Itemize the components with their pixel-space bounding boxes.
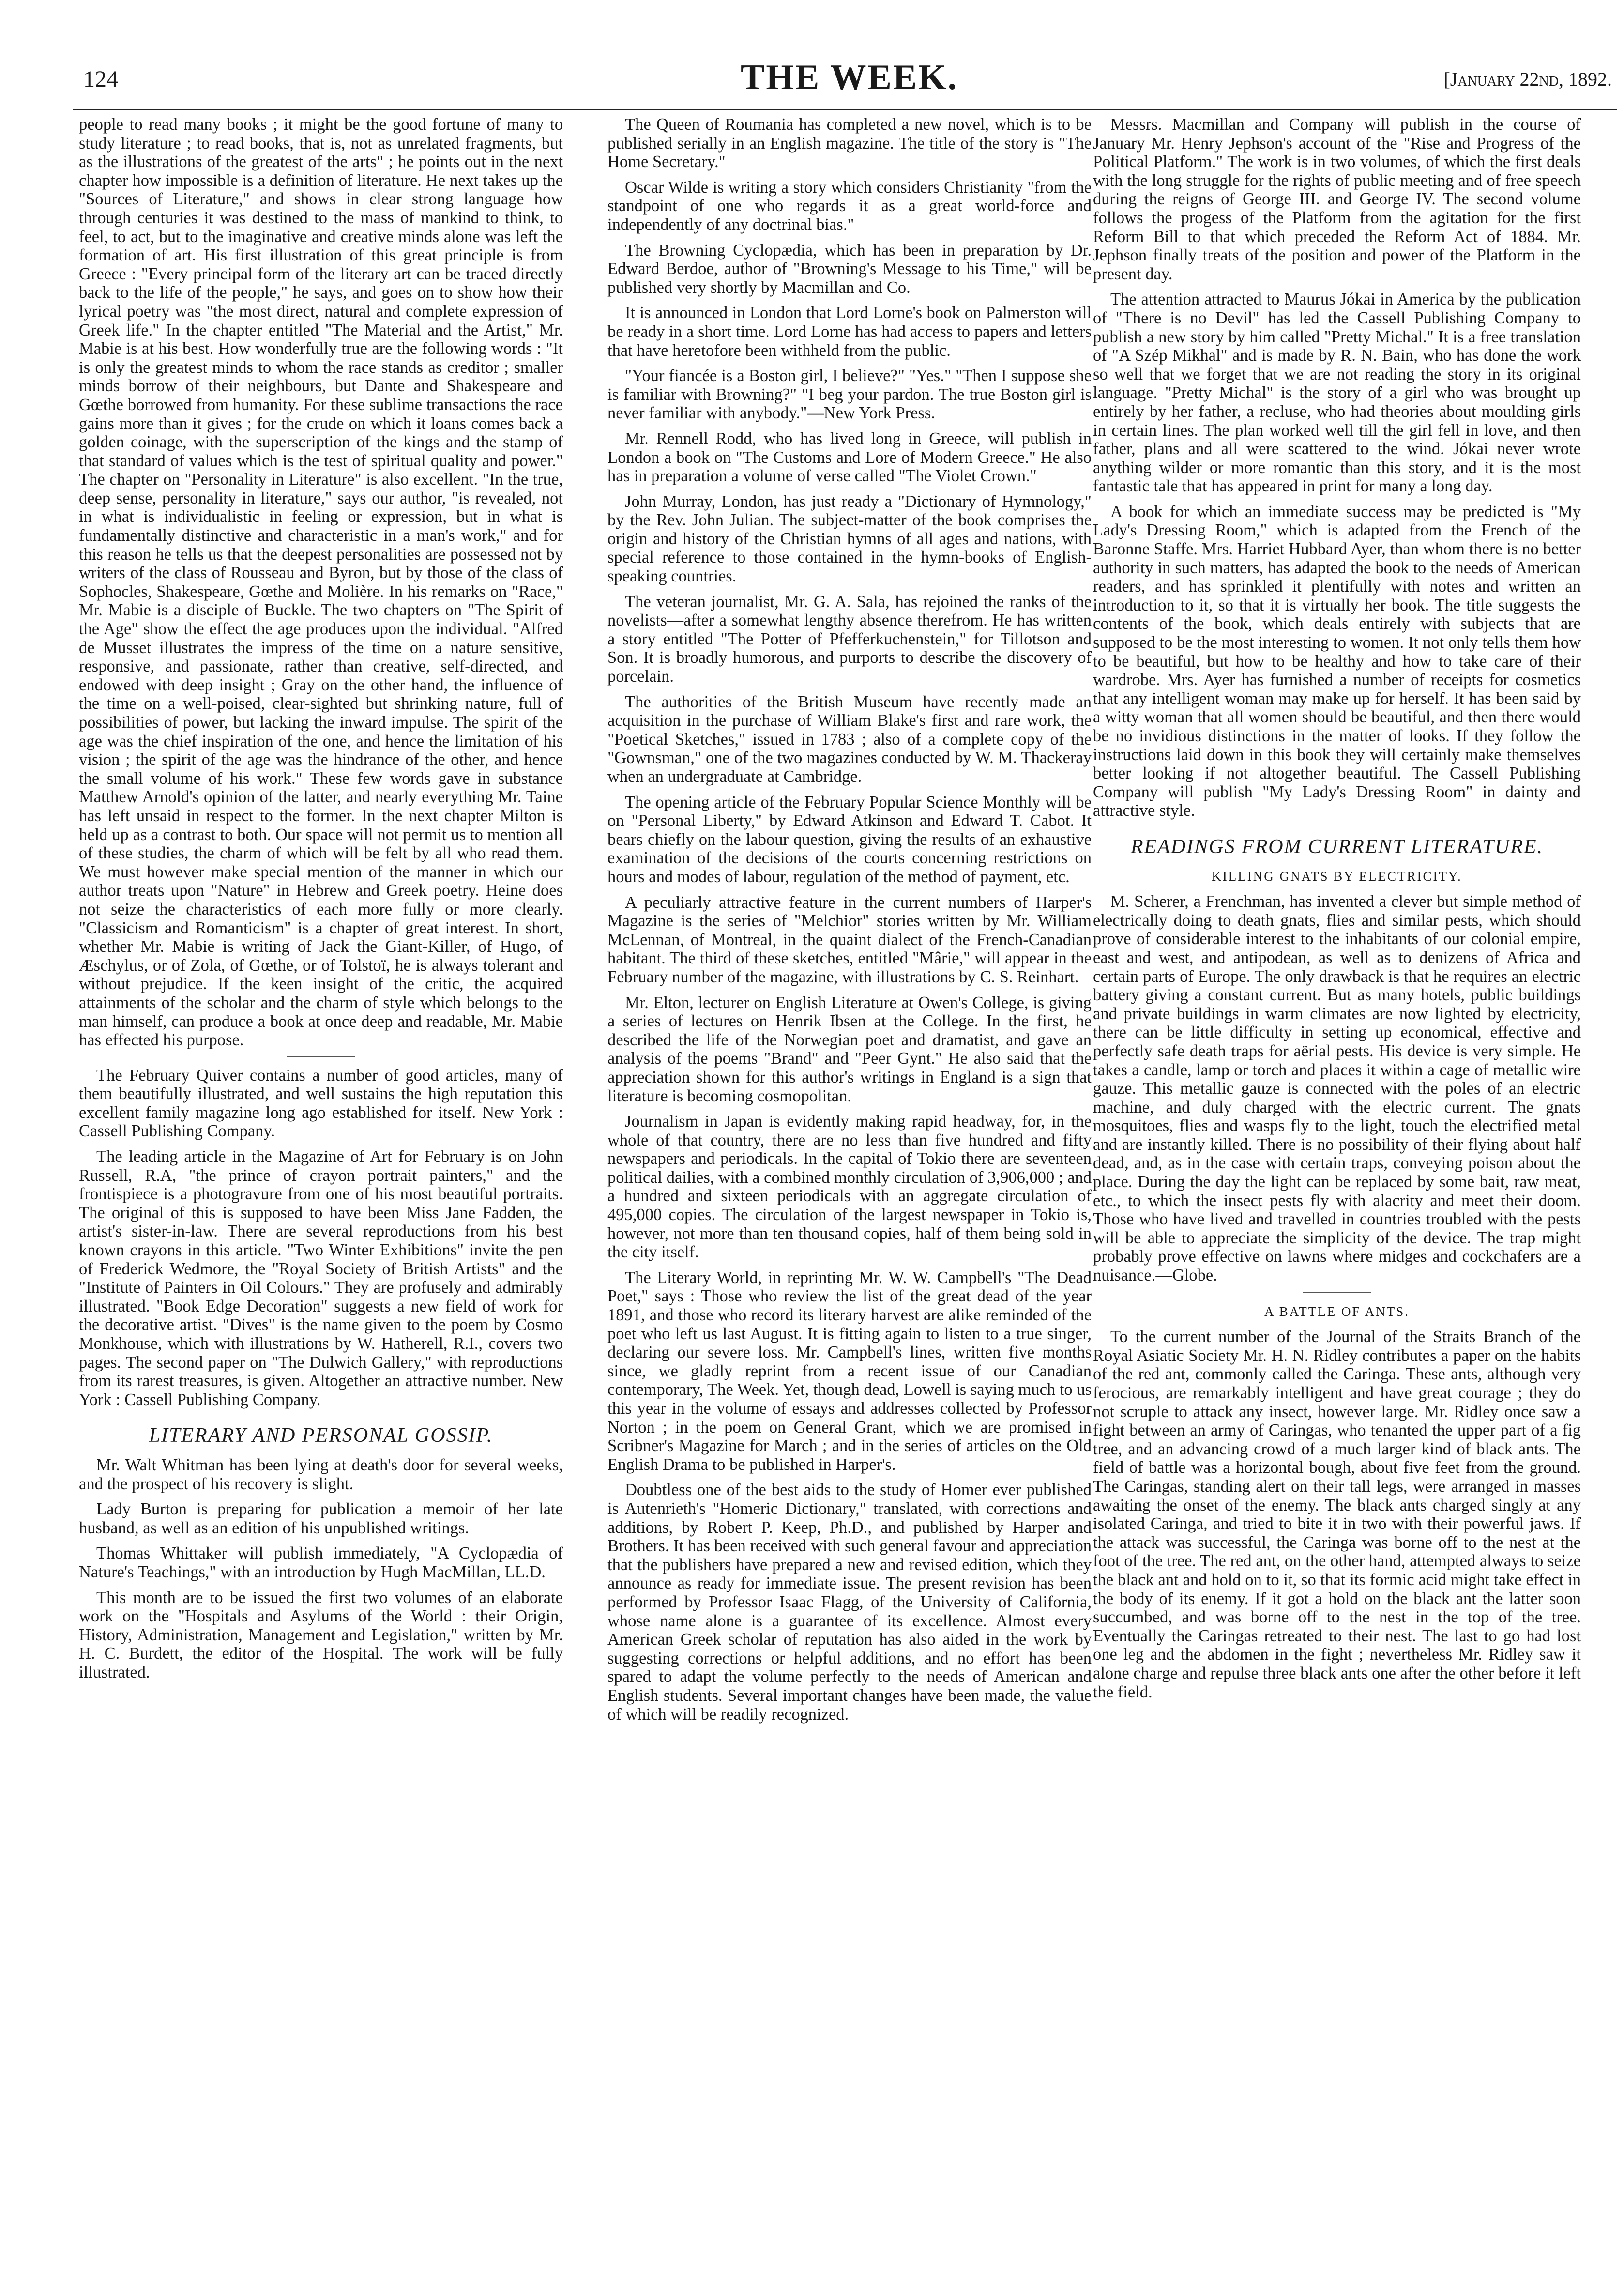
column-3 bbox=[1093, 115, 1581, 2270]
gossip-item: Mr. Walt Whitman has been lying at death's door for several weeks, and the prospect of his recovery is slight. bbox=[79, 1455, 563, 1493]
gossip-item: A book for which an immediate success may be predicted is "My Lady's Dressing Room," which is adapted from the French of the Baronne Staffe. Mrs. Harriet Hubbard Ayer, than whom there is no better authority in such matters, has adapted the book to the needs of American readers, and has sprinkled it plentifully with notes and written an introduction to it, so that it is virtually her book. The title suggests the contents of the book, which deals entirely with subjects that are supposed to be the most interesting to women. It not only tells them how to be beautiful, but how to be healthy and how to take care of their wardrobe. Mrs. Ayer has furnished a number of receipts for cosmetics that any intelligent woman may make up for herself. It has been said by a witty woman that all women should be beautiful, and then there would be no invidious distinctions in the matter of looks. If they follow the instructions laid down in this book they will certainly make themselves better looking if not altogether beautiful. The Cassell Publishing Company will publish "My Lady's Dressing Room" in dainty and attractive style. bbox=[1093, 502, 1581, 820]
gossip-item: This month are to be issued the first two volumes of an elaborate work on the "Hospitals and Asylums of the World : their Origin, History, Administration, Management and Legislation," written by Mr. H. C. Burdett, the editor of the Hospital. The work will be fully illustrated. bbox=[79, 1588, 563, 1681]
separator bbox=[1303, 1292, 1371, 1293]
gossip-item: The attention attracted to Maurus Jókai in America by the publication of "There is no Devil" has led the Cassell Publishing Company to publish a new story by him called "Pretty Michal." It is a free translation of "A Szép Mikhal" and is made by R. N. Bain, who has done the work so well that we forget that we are not reading the story in its original language. "Pretty Michal" is the story of a girl who was brought up entirely by her father, a recluse, who had theories about moulding girls in certain lines. The plan worked well till the girl fell in love, and then father, plans and all were scattered to the wind. Jókai never wrote anything wilder or more romantic than this story, and it is the most fantastic tale that has appeared in print for many a long day. bbox=[1093, 290, 1581, 496]
masthead-rule bbox=[73, 109, 1617, 110]
masthead bbox=[73, 57, 1617, 110]
gossip-item: The opening article of the February Popular Science Monthly will be on "Personal Liberty," by Edward Atkinson and Edward T. Cabot. It bears chiefly on the labour question, giving the results of an exhaustive examination of the decisions of the courts concerning restrictions on hours and modes of labour, regulation of the method of payment, etc. bbox=[607, 793, 1092, 886]
gossip-item: Mr. Elton, lecturer on English Literature at Owen's College, is giving a series of lectures on Henrik Ibsen at the College. In the first, he described the life of the Norwegian poet and dramatist, and gave an analysis of the poems "Brand" and "Peer Gynt." He also said that the appreciation shown for this author's writings in England is a sign that literature is becoming cosmopolitan. bbox=[607, 993, 1092, 1105]
gossip-item: The authorities of the British Museum have recently made an acquisition in the purchase of William Blake's first and rare work, the "Poetical Sketches," issued in 1783 ; also of a complete copy of the "Gownsman," one of the two magazines conducted by W. M. Thackeray when an undergraduate at Cambridge. bbox=[607, 692, 1092, 786]
gossip-item: "Your fiancée is a Boston girl, I believe?" "Yes." "Then I suppose she is familiar with Browning?" "I beg your pardon. The true Boston girl is never familiar with anybody."—New York Press. bbox=[607, 367, 1092, 423]
gossip-item: Thomas Whittaker will publish immediately, "A Cyclopædia of Nature's Teachings," with an introduction by Hugh MacMillan, LL.D. bbox=[79, 1544, 563, 1581]
section-heading-gossip: LITERARY AND PERSONAL GOSSIP. bbox=[149, 1424, 493, 1447]
gossip-item: Lady Burton is preparing for publication a memoir of her late husband, as well as an edition of his unpublished writings. bbox=[79, 1500, 563, 1537]
gossip-item: Journalism in Japan is evidently making rapid headway, for, in the whole of that country, there are no less than five hundred and fifty newspapers and periodicals. In the capital of Tokio there are seventeen political dailies, with a combined monthly circulation of 3,906,000 ; and a hundred and sixteen periodicals with an aggregate circulation of 495,000 copies. The circulation of the largest newspaper in Tokio is, however, not more than ten thousand copies, half of them being sold in the city itself. bbox=[607, 1112, 1092, 1262]
column-1 bbox=[79, 115, 563, 2270]
gossip-item: Messrs. Macmillan and Company will publish in the course of January Mr. Henry Jephson's account of the "Rise and Progress of the Political Platform." The work is in two volumes, of which the first deals with the long struggle for the rights of public meeting and of free speech during the reigns of George III. and George IV. The second volume follows the progess of the Platform from the agitation for the first Reform Bill to that which preceded the Reform Act of 1884. Mr. Jephson finally treats of the position and power of the Platform in the present day. bbox=[1093, 115, 1581, 283]
gossip-item: The Queen of Roumania has completed a new novel, which is to be published serially in an English magazine. The title of the story is "The Home Secretary." bbox=[607, 115, 1092, 171]
separator bbox=[287, 1056, 355, 1057]
issue-date: [January 22nd, 1892. bbox=[1443, 68, 1612, 90]
subheading-ants: A BATTLE OF ANTS. bbox=[1264, 1304, 1410, 1319]
gossip-item: A peculiarly attractive feature in the current numbers of Harper's Magazine is the series of "Melchior" stories written by Mr. William McLennan, of Montreal, in the quaint dialect of the French-Canadian habitant. The third of these sketches, entitled "Mârie," will appear in the February number of the magazine, with illustrations by C. S. Reinhart. bbox=[607, 893, 1092, 986]
gossip-item: The Literary World, in reprinting Mr. W. W. Campbell's "The Dead Poet," says : Those who review the list of the great dead of the year 1891, and those who record its literary harvest are alike reminded of the poet who left us last August. It is fitting again to listen to a true singer, declaring our severe loss. Mr. Campbell's lines, written five months since, we gladly reprint from a recent issue of our Canadian contemporary, The Week. Yet, though dead, Lowell is saying much to us this year in the volume of essays and addresses collected by Professor Norton ; in the poem on General Grant, which we are promised in Scribner's Magazine for March ; and in the series of articles on the Old English Drama to be published in Harper's. bbox=[607, 1268, 1092, 1474]
newspaper-title: THE WEEK. bbox=[741, 58, 958, 97]
article-gnats: M. Scherer, a Frenchman, has invented a clever but simple method of electrically doing to death gnats, flies and similar pests, which should prove of considerable interest to the inhabitants of our colonial empire, east and west, and antipodean, as well as to denizens of Africa and certain parts of Europe. The only drawback is that he requires an electric battery giving a constant current. But as many hotels, public buildings and private buildings in warm climates are now lighted by electricity, there can be little difficulty in setting up economical, effective and perfectly safe death traps for aërial pests. His device is very simple. He takes a candle, lamp or torch and places it within a cage of metallic wire gauze. This metallic gauze is connected with the poles of an electric machine, and duly charged with the electric current. The gnats mosquitoes, flies and wasps fly to the light, touch the electrified metal and are instantly killed. There is no possibility of their flying about half dead, and, as in the case with certain traps, conveying poison about the place. During the day the light can be replaced by some bait, raw meat, etc., to which the insect pests fly with alacrity and meet their doom. Those who have lived and travelled in countries troubled with the pests will be able to appreciate the simplicity of the device. The trap might probably prove effective on lawns where midges and cockchafers are a nuisance.—Globe. bbox=[1093, 892, 1581, 1285]
quiver-note: The February Quiver contains a number of good articles, many of them beautifully illustrated, and well sustains the high reputation this excellent family magazine long ago established for itself. New York : Cassell Publishing Company. bbox=[79, 1066, 563, 1141]
gossip-item: Doubtless one of the best aids to the study of Homer ever published is Autenrieth's "Homeric Dictionary," translated, with corrections and additions, by Robert P. Keep, Ph.D., and published by Harper and Brothers. It has been received with such general favour and appreciation that the publishers have prepared a new and revised edition, which they announce as ready for immediate issue. The present revision has been performed by Professor Isaac Flagg, of the University of California, whose name alone is a guarantee of its excellence. Almost every American Greek scholar of reputation has also aided in the work by suggesting corrections or helpful additions, and no effort has been spared to adapt the volume perfectly to the needs of American and English students. Several important changes have been made, the value of which will be readily recognized. bbox=[607, 1481, 1092, 1724]
gossip-item: John Murray, London, has just ready a "Dictionary of Hymnology," by the Rev. John Julian. The subject-matter of the book comprises the origin and history of the Christian hymns of all ages and nations, with special reference to those contained in the hymn-books of English-speaking countries. bbox=[607, 492, 1092, 586]
gossip-item: Mr. Rennell Rodd, who has lived long in Greece, will publish in London a book on "The Customs and Lore of Modern Greece." He also has in preparation a volume of verse called "The Violet Crown." bbox=[607, 429, 1092, 486]
magazine-of-art-note: The leading article in the Magazine of Art for February is on John Russell, R.A, "the prince of crayon portrait painters," and the frontispiece is a photogravure from one of his most beautiful portraits. The original of this is supposed to have been Miss Jane Fadden, the artist's sister-in-law. There are several reproductions from his best known crayons in this article. "Two Winter Exhibitions" invite the pen of Frederick Wedmore, the "Royal Society of British Artists" and the "Institute of Painters in Oil Colours." They are profusely and admirably illustrated. "Book Edge Decoration" suggests a new field of work for the decorative artist. "Dives" is the name given to the poem by Cosmo Monkhouse, which with illustrations by W. Hatherell, R.I., covers two pages. The second paper on "The Dulwich Gallery," with reproductions from its rarest treasures, is given. Altogether an attractive number. New York : Cassell Publishing Company. bbox=[79, 1147, 563, 1409]
review-continuation: people to read many books ; it might be the good fortune of many to study literature ; to read books, that is, not as unrelated fragments, but as the illustrations of the greatest of the arts" ; he points out in the next chapter how impossible is a definition of literature. He next takes up the "Sources of Literature," and shows in clear strong language how through centuries it was destined to the mass of mankind to think, to feel, to act, but to the imaginative and creative minds alone was left the formation of art. His first illustration of this great principle is from Greece : "Every principal form of the literary art can be traced directly back to the life of the people," he says, and goes on to show how their lyrical poetry was "the most direct, natural and complete expression of Greek life." In the chapter entitled "The Material and the Artist," Mr. Mabie is at his best. How wonderfully true are the following words : "It is only the greatest minds to whom the race stands as creditor ; smaller minds borrow of their neighbours, but Dante and Shakespeare and Gœthe borrowed from humanity. For these sublime transactions the race gains more than it gives ; for the crude on which it loans comes back a golden coinage, with the superscription of the kings and the stamp of that standard of values which is the test of spiritual quality and power." The chapter on "Personality in Literature" is also excellent. "In the true, deep sense, personality in literature," says our author, "is revealed, not in what is individualistic in feeling or expression, but in what is fundamentally distinctive and characteristic in a man's work," and for this reason he tells us that the deepest personalities are possessed not by writers of the class of Rousseau and Byron, but by those of the class of Sophocles, Shakespeare, Gœthe and Molière. In his remarks on "Race," Mr. Mabie is a disciple of Buckle. The two chapters on "The Spirit of the Age" show the effect the age produces upon the individual. "Alfred de Musset illustrates the impress of the time on a nature sensitive, responsive, and passionate, rather than creative, self-directed, and endowed with deep insight ; Gray on the other hand, the influence of the time on a well-poised, clear-sighted but shrinking nature, full of possibilities of power, but lacking the inward impulse. The spirit of the age was the chief inspiration of the one, and hence the limitation of his vision ; the spirit of the age was the hindrance of the other, and hence the small volume of his work." These few words gave in substance Matthew Arnold's opinion of the latter, and nearly everything Mr. Taine has left unsaid in respect to the former. In the next chapter Milton is held up as a contrast to both. Our space will not permit us to mention all of these studies, the charm of which will be felt by all who read them. We must however make special mention of the manner in which our author treats upon "Nature" in Hebrew and Greek poetry. Heine does not seize the characteristics of each more fully or more clearly. "Classicism and Romanticism" is a chapter of great interest. In short, whether Mr. Mabie is writing of Jack the Giant-Killer, of Hugo, of Æschylus, or of Zola, of Gœthe, or of Tolstoï, he is always tolerant and without prejudice. If the keen insight of the critic, the acquired attainments of the scholar and the charm of style which belongs to the man himself, can produce a book at once deep and readable, Mr. Mabie has effected his purpose. bbox=[79, 115, 563, 1050]
column-2 bbox=[607, 115, 1092, 2270]
section-heading-readings: READINGS FROM CURRENT LITERATURE. bbox=[1130, 835, 1544, 858]
gossip-item: It is announced in London that Lord Lorne's book on Palmerston will be ready in a short time. Lord Lorne has had access to papers and letters that have heretofore been withheld from the public. bbox=[607, 304, 1092, 360]
article-ants: To the current number of the Journal of the Straits Branch of the Royal Asiatic Society Mr. H. N. Ridley contributes a paper on the habits of the red ant, commonly called the Caringa. These ants, although very ferocious, are remarkably intelligent and have great courage ; they do not scruple to attack any insect, however large. Mr. Ridley once saw a fight between an army of Caringas, who tenanted the upper part of a fig tree, and an advancing crowd of a much larger kind of black ants. The field of battle was a horizontal bough, about five feet from the ground. The Caringas, standing alert on their tall legs, were arranged in masses awaiting the onset of the enemy. The black ants charged singly at any isolated Caringa, and tried to bite it in two with their powerful jaws. If the attack was successful, the Caringa was borne off to the nest at the foot of the tree. The red ant, on the other hand, attempted always to seize the black ant and hold on to it, so that its formic acid might take effect in the body of its enemy. If it got a hold on the black ant the latter soon succumbed, and was borne off to the nest in the top of the tree. Eventually the Caringas retreated to their nest. The last to go had lost one leg and the abdomen in the fight ; nevertheless Mr. Ridley saw it alone charge and repulse three black ants one after the other before it left the field. bbox=[1093, 1328, 1581, 1701]
subheading-gnats: KILLING GNATS BY ELECTRICITY. bbox=[1212, 869, 1462, 884]
gossip-item: The Browning Cyclopædia, which has been in preparation by Dr. Edward Berdoe, author of "Browning's Message to his Time," will be published very shortly by Macmillan and Co. bbox=[607, 241, 1092, 297]
gossip-item: Oscar Wilde is writing a story which considers Christianity "from the standpoint of one who regards it as a great world-force and independently of any doctrinal bias." bbox=[607, 178, 1092, 234]
page-number: 124 bbox=[83, 66, 118, 92]
gossip-item: The veteran journalist, Mr. G. A. Sala, has rejoined the ranks of the novelists—after a somewhat lengthy absence therefrom. He has written a story entitled "The Potter of Pfefferkuchenstein," for Tillotson and Son. It is broadly humorous, and purports to describe the discovery of porcelain. bbox=[607, 592, 1092, 686]
